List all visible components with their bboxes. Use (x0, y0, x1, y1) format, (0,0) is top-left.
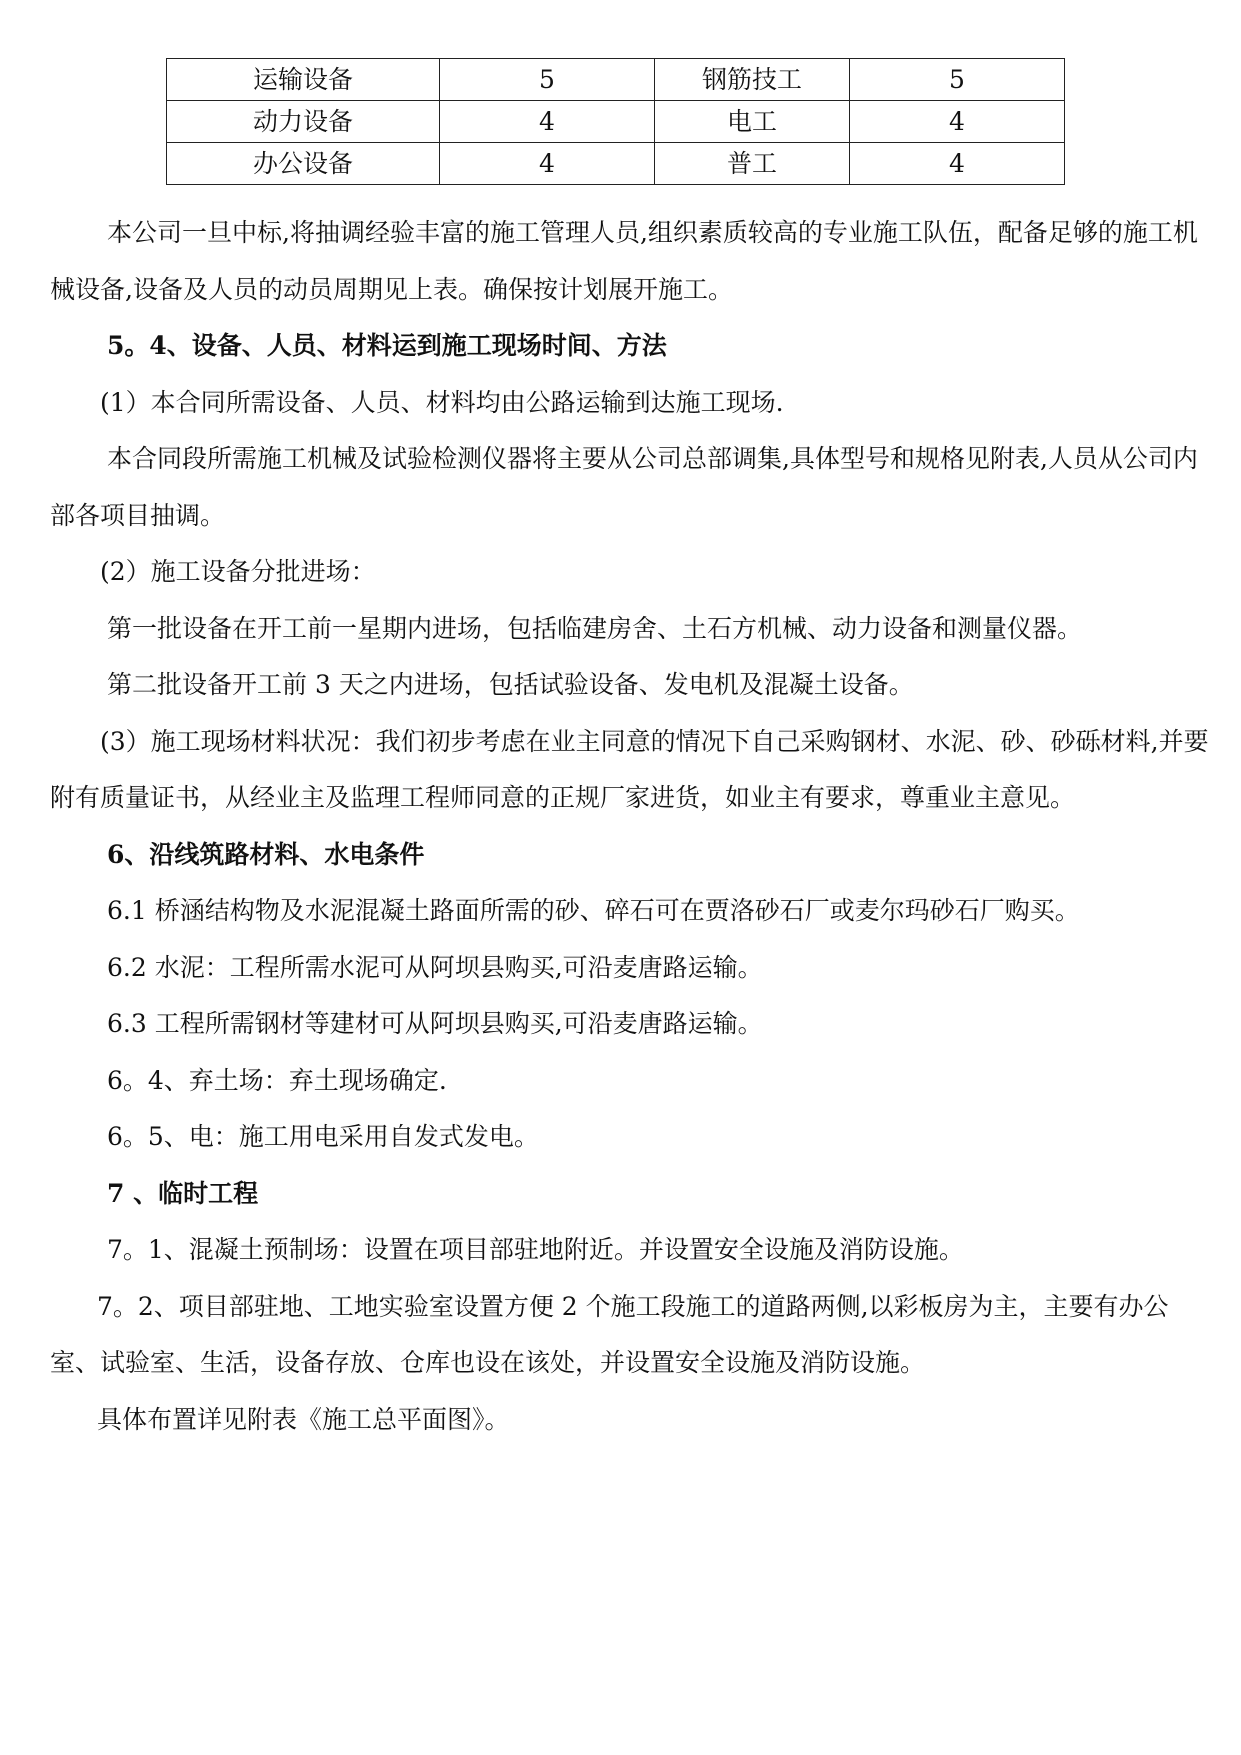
table-cell: 动力设备 (167, 101, 440, 143)
table-cell: 办公设备 (167, 143, 440, 185)
table-row (167, 59, 1065, 101)
section-heading: 7 、临时工程 (107, 1178, 259, 1208)
table-row (167, 143, 1065, 185)
table-cell: 5 (850, 59, 1065, 101)
section-heading: 5。4、设备、人员、材料运到施工现场时间、方法 (107, 331, 667, 360)
paragraph: 第一批设备在开工前一星期内进场，包括临建房舍、土石方机械、动力设备和测量仪器。 (107, 613, 1083, 643)
table-row (167, 101, 1065, 143)
paragraph: 具体布置详见附表《施工总平面图》。 (97, 1404, 510, 1434)
paragraph: 第二批设备开工前 3 天之内进场，包括试验设备、发电机及混凝土设备。 (107, 670, 914, 699)
paragraph: 6.2 水泥：工程所需水泥可从阿坝县购买,可沿麦唐路运输。 (107, 952, 763, 982)
table-cell: 运输设备 (167, 59, 440, 101)
table-cell: 钢筋技工 (655, 59, 850, 101)
paragraph: (1）本合同所需设备、人员、材料均由公路运输到达施工现场. (100, 387, 784, 417)
paragraph: 7。1、混凝土预制场：设置在项目部驻地附近。并设置安全设施及消防设施。 (107, 1235, 964, 1264)
table-cell: 4 (850, 143, 1065, 185)
paragraph: 本合同段所需施工机械及试验检测仪器将主要从公司总部调集,具体型号和规格见附表,人员从公司内部各项目抽调。 (50, 444, 1198, 530)
paragraph: (2）施工设备分批进场： (100, 557, 376, 586)
paragraph: 本公司一旦中标,将抽调经验丰富的施工管理人员,组织素质较高的专业施工队伍，配备足够的施工机械设备,设备及人员的动员周期见上表。确保按计划展开施工。 (50, 218, 1198, 304)
table-cell: 4 (440, 101, 655, 143)
table-cell: 4 (440, 143, 655, 185)
table-cell: 普工 (655, 143, 850, 185)
paragraph: 6.3 工程所需钢材等建材可从阿坝县购买,可沿麦唐路运输。 (107, 1009, 763, 1038)
document-body (50, 205, 1210, 1448)
mobilization-table (166, 58, 1065, 185)
paragraph: 6。5、电：施工用电采用自发式发电。 (107, 1122, 539, 1151)
table-cell: 4 (850, 101, 1065, 143)
paragraph: 6。4、弃土场：弃土现场确定. (107, 1065, 447, 1095)
section-heading: 6、沿线筑路材料、水电条件 (107, 839, 425, 869)
paragraph: 7。2、项目部驻地、工地实验室设置方便 2 个施工段施工的道路两侧,以彩板房为主，主要有办公室、试验室、生活，设备存放、仓库也设在该处，并设置安全设施及消防设施。 (50, 1291, 1169, 1377)
table-cell: 5 (440, 59, 655, 101)
table-cell: 电工 (655, 101, 850, 143)
paragraph: 6.1 桥涵结构物及水泥混凝土路面所需的砂、碎石可在贾洛砂石厂或麦尔玛砂石厂购买。 (107, 896, 1080, 925)
paragraph: (3）施工现场材料状况：我们初步考虑在业主同意的情况下自己采购钢材、水泥、砂、砂砾材料,并要附有质量证书，从经业主及监理工程师同意的正规厂家进货，如业主有要求，尊重业主意见。 (50, 726, 1209, 812)
